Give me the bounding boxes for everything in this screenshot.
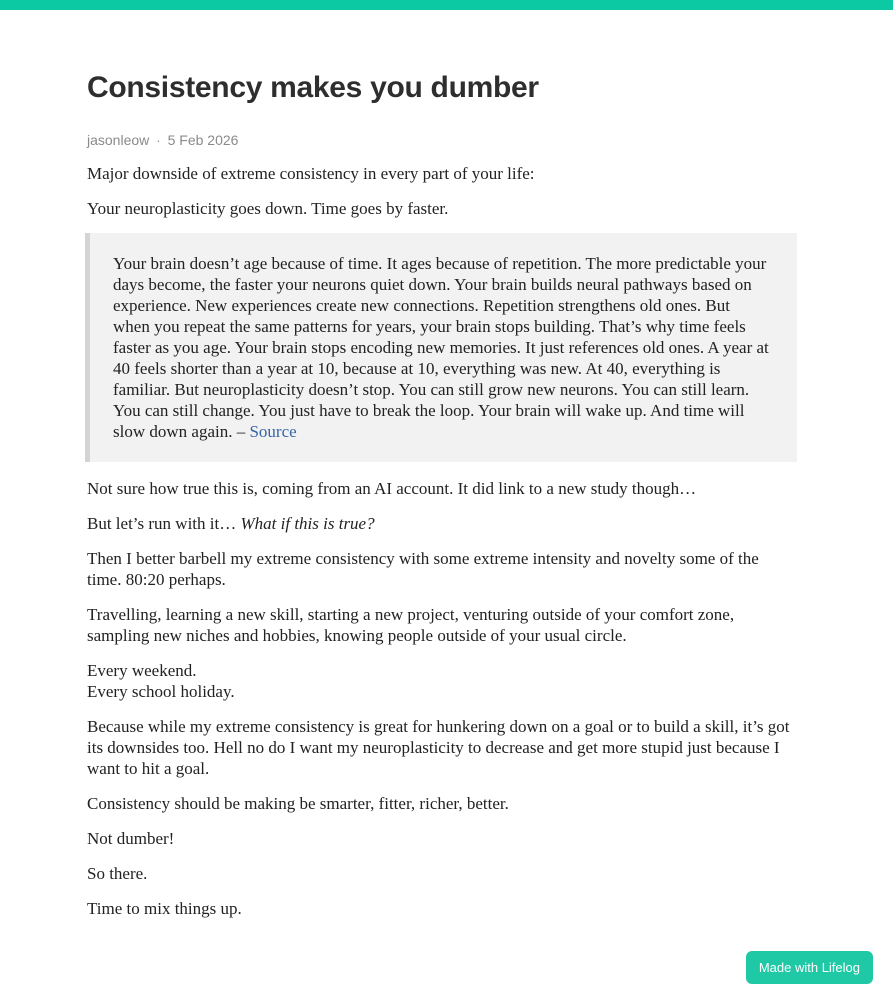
post-date: 5 Feb 2026 (167, 132, 239, 148)
paragraph: Not sure how true this is, coming from an AI account. It did link to a new study though… (87, 479, 697, 498)
paragraph: Because while my extreme consistency is great for hunkering down on a goal or to build a skill, it’s got its downsides too. Hell no do I want my neuroplasticity to decrease and get more stupid just because I want to hit a goal. (87, 717, 790, 778)
paragraph: Your neuroplasticity goes down. Time goes by faster. (87, 199, 449, 218)
paragraph: Then I better barbell my extreme consistency with some extreme intensity and novelty some of the time. 80:20 perhaps. (87, 549, 759, 589)
article-container (87, 70, 797, 919)
blockquote: Your brain doesn’t age because of time. It ages because of repetition. The more predictable your days become, the faster your neurons quiet down. Your brain builds neural pathways based on experience. New experiences create new connections. Repetition strengthens old ones. But when you repeat the same patterns for years, your brain stops building. That’s why time feels faster as you age. Your brain stops encoding new memories. It just references old ones. A year at 40 feels shorter than a year at 10, because at 10, everything was new. At 40, everything is familiar. But neuroplasticity doesn’t stop. You can still grow new neurons. You can still learn. You can still change. You just have to break the loop. Your brain will wake up. And time will slow down again. – Source (85, 233, 797, 462)
paragraph: Consistency should be making be smarter, fitter, richer, better. (87, 794, 509, 813)
paragraph: But let’s run with it… What if this is true? (87, 514, 375, 533)
article-body (87, 163, 797, 919)
source-link[interactable]: Source (249, 422, 297, 441)
paragraph: Time to mix things up. (87, 899, 242, 918)
author-link[interactable]: jasonleow (87, 132, 150, 148)
brand-top-bar (0, 0, 893, 10)
paragraph: Not dumber! (87, 829, 175, 848)
paragraph: Travelling, learning a new skill, starting a new project, venturing outside of your comfort zone, sampling new niches and hobbies, knowing people outside of your usual circle. (87, 605, 735, 645)
post-title: Consistency makes you dumber (87, 71, 539, 104)
emphasis-text: What if this is true? (240, 514, 375, 533)
byline-separator: · (156, 133, 161, 148)
paragraph: Major downside of extreme consistency in every part of your life: (87, 164, 535, 183)
byline (87, 132, 797, 149)
paragraph: Every weekend. Every school holiday. (87, 661, 235, 701)
paragraph: So there. (87, 864, 148, 883)
made-with-lifelog-button[interactable]: Made with Lifelog (746, 951, 873, 984)
